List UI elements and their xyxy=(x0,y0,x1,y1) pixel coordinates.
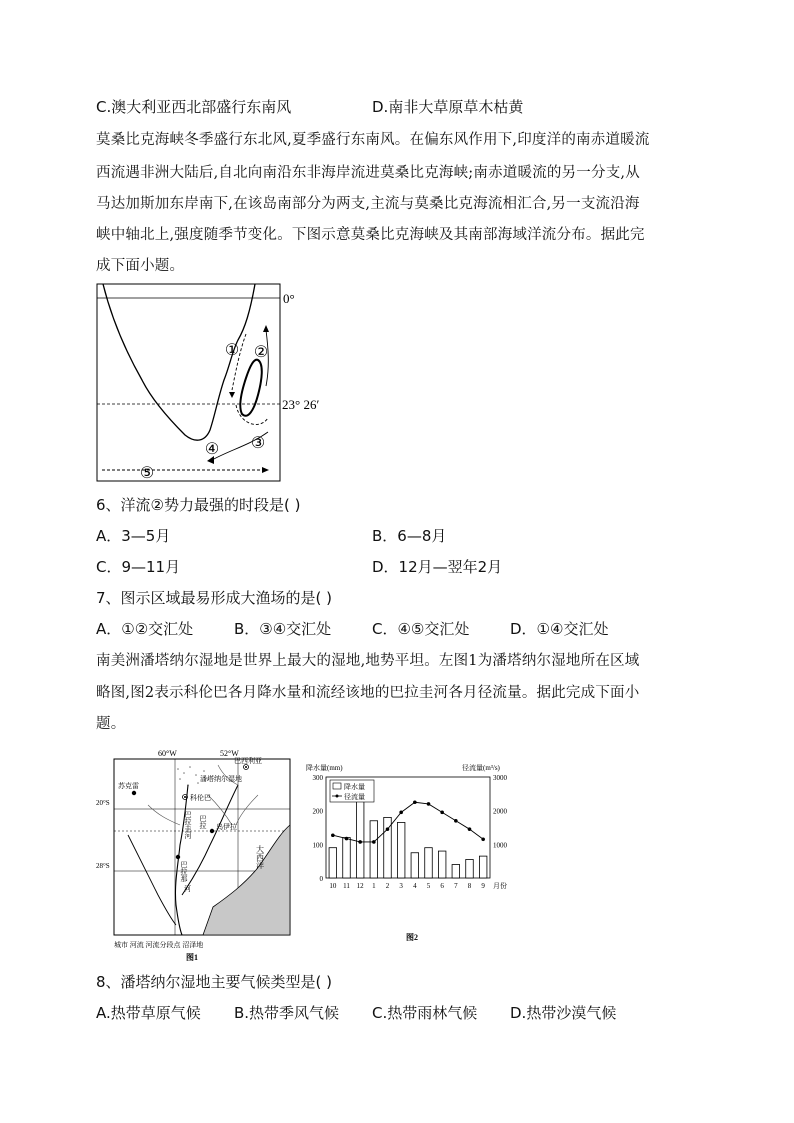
q8-option-b: B.热带季风气候 xyxy=(234,1004,340,1022)
precipitation-runoff-chart xyxy=(300,760,530,955)
atlantic-label: 大西洋 xyxy=(255,845,265,869)
left-tick-label: 100 xyxy=(312,841,323,850)
q8-option-d: D.热带沙漠气候 xyxy=(510,1004,617,1022)
pantanal-region-map xyxy=(96,745,298,963)
x-tick-label: 2 xyxy=(385,882,390,890)
q5-option-c: C.澳大利亚西北部盛行东南风 xyxy=(96,98,292,116)
q8-option-a: A.热带草原气候 xyxy=(96,1004,201,1022)
parana-river-he: 河 xyxy=(184,885,191,893)
wuyila-label: 乌伊拉 xyxy=(216,823,237,831)
q8-option-c: C.热带雨林气候 xyxy=(372,1004,478,1022)
lon-60w-label: 60°W xyxy=(158,749,177,758)
lat-28s-label: 28°S xyxy=(96,862,110,870)
q7-option-c: C．④⑤交汇处 xyxy=(372,620,470,638)
x-tick-label: 1 xyxy=(372,882,376,890)
q5-option-d: D.南非大草原草木枯黄 xyxy=(372,98,524,116)
legend-line-dot xyxy=(336,795,339,798)
q8-stem: 8、潘塔纳尔湿地主要气候类型是( ) xyxy=(96,973,333,991)
right-tick-label: 1000 xyxy=(493,841,507,850)
precip-bar xyxy=(329,848,337,878)
runoff-point xyxy=(331,833,335,837)
current-label-4: ④ xyxy=(204,441,220,458)
precip-bar xyxy=(452,865,460,878)
precip-bar xyxy=(411,853,419,878)
x-tick-label: 4 xyxy=(413,882,417,890)
x-tick-label: 3 xyxy=(399,882,403,890)
precip-bar xyxy=(370,821,378,878)
current-label-3: ③ xyxy=(250,435,266,452)
brasilia-label: 巴西利亚 xyxy=(234,757,262,765)
intro1-line-5: 成下面小题。 xyxy=(96,258,185,274)
runoff-point xyxy=(358,840,362,844)
legend-precip-label: 降水量 xyxy=(344,783,365,791)
x-tick-label: 12 xyxy=(356,882,364,890)
x-tick-label: 7 xyxy=(454,882,458,890)
fig1-caption: 图1 xyxy=(186,953,198,962)
runoff-point xyxy=(372,840,376,844)
runoff-point xyxy=(427,802,431,806)
runoff-point xyxy=(399,811,403,815)
runoff-point xyxy=(345,837,349,841)
runoff-line xyxy=(333,802,483,842)
intro1-line-1: 莫桑比克海峡冬季盛行东北风,夏季盛行东南风。在偏东风作用下,印度洋的南赤道暖流 xyxy=(96,132,650,148)
q7-option-b: B．③④交汇处 xyxy=(234,620,332,638)
runoff-point xyxy=(386,827,390,831)
sucre-label: 苏克雷 xyxy=(118,782,139,790)
lon-52w-label: 52°W xyxy=(220,749,239,758)
precip-bar xyxy=(356,801,364,878)
current-label-5: ⑤ xyxy=(139,465,155,482)
q7-stem: 7、图示区域最易形成大渔场的是( ) xyxy=(96,589,333,607)
precip-bar xyxy=(438,851,446,878)
lat-20s-label: 20°S xyxy=(96,799,110,807)
left-tick-label: 0 xyxy=(319,875,323,883)
q6-option-a: A．3—5月 xyxy=(96,527,171,545)
corumba-label: 科伦巴 xyxy=(190,794,211,802)
current-label-2: ② xyxy=(253,344,269,361)
intro2-line-3: 题。 xyxy=(96,716,126,732)
pantanal-label: 潘塔纳尔湿地 xyxy=(200,775,242,783)
x-tick-label: 9 xyxy=(481,882,485,890)
runoff-point xyxy=(468,827,472,831)
x-tick-label: 10 xyxy=(329,882,337,890)
para-label: 巴拉 xyxy=(199,815,207,829)
right-tick-label: 3000 xyxy=(493,774,507,782)
legend-bar-swatch xyxy=(333,783,341,789)
left-tick-label: 300 xyxy=(312,774,323,782)
intro2-line-1: 南美洲潘塔纳尔湿地是世界上最大的湿地,地势平坦。左图1为潘塔纳尔湿地所在区域 xyxy=(96,653,640,669)
fig2-caption: 图2 xyxy=(406,933,418,942)
map-legend: 城市 河流 河流分段点 沼泽地 xyxy=(114,941,204,949)
x-tick-label: 5 xyxy=(426,882,431,890)
q6-option-b: B．6—8月 xyxy=(372,527,447,545)
q7-option-a: A．①②交汇处 xyxy=(96,620,194,638)
paraguay-river-char-1: 巴拉圭河 xyxy=(184,811,192,839)
parana-river-label: 巴拉那 xyxy=(180,861,188,882)
legend-runoff-label: 径流量 xyxy=(344,793,365,801)
x-tick-label: 8 xyxy=(467,882,472,890)
runoff-point xyxy=(454,819,458,823)
equator-label: 0° xyxy=(283,291,295,306)
runoff-point xyxy=(440,811,444,815)
q6-option-c: C．9—11月 xyxy=(96,558,181,576)
x-unit-label: 月份 xyxy=(493,882,507,890)
intro2-line-2: 略图,图2表示科伦巴各月降水量和流经该地的巴拉圭河各月径流量。据此完成下面小 xyxy=(96,685,640,701)
precip-bar xyxy=(466,859,474,878)
precip-bar xyxy=(343,838,351,878)
left-tick-label: 200 xyxy=(312,807,323,816)
intro1-line-4: 峡中轴北上,强度随季节变化。下图示意莫桑比克海峡及其南部海域洋流分布。据此完 xyxy=(96,227,645,243)
runoff-point xyxy=(481,837,485,841)
intro1-line-2: 西流遇非洲大陆后,自北向南沿东非海岸流进莫桑比克海峡;南赤道暖流的另一分支,从 xyxy=(96,165,640,181)
current-label-1: ① xyxy=(224,342,240,359)
precip-bar xyxy=(425,848,433,878)
runoff-point xyxy=(413,800,417,804)
precip-bar xyxy=(479,856,487,878)
x-tick-label: 11 xyxy=(343,882,350,890)
right-tick-label: 2000 xyxy=(493,807,507,816)
right-axis-title: 径流量(m³/s) xyxy=(462,764,500,772)
q7-option-d: D．①④交汇处 xyxy=(510,620,609,638)
q6-stem: 6、洋流②势力最强的时段是( ) xyxy=(96,496,301,514)
left-axis-title: 降水量(mm) xyxy=(306,764,343,772)
precip-bar xyxy=(397,822,405,878)
x-tick-label: 6 xyxy=(440,882,444,890)
q6-option-d: D．12月—翌年2月 xyxy=(372,558,503,576)
intro1-line-3: 马达加斯加东岸南下,在该岛南部分为两支,主流与莫桑比克海流相汇合,另一支流沿海 xyxy=(96,196,640,212)
mozambique-current-map xyxy=(90,280,330,485)
tropic-label: 23° 26′ xyxy=(282,397,320,412)
